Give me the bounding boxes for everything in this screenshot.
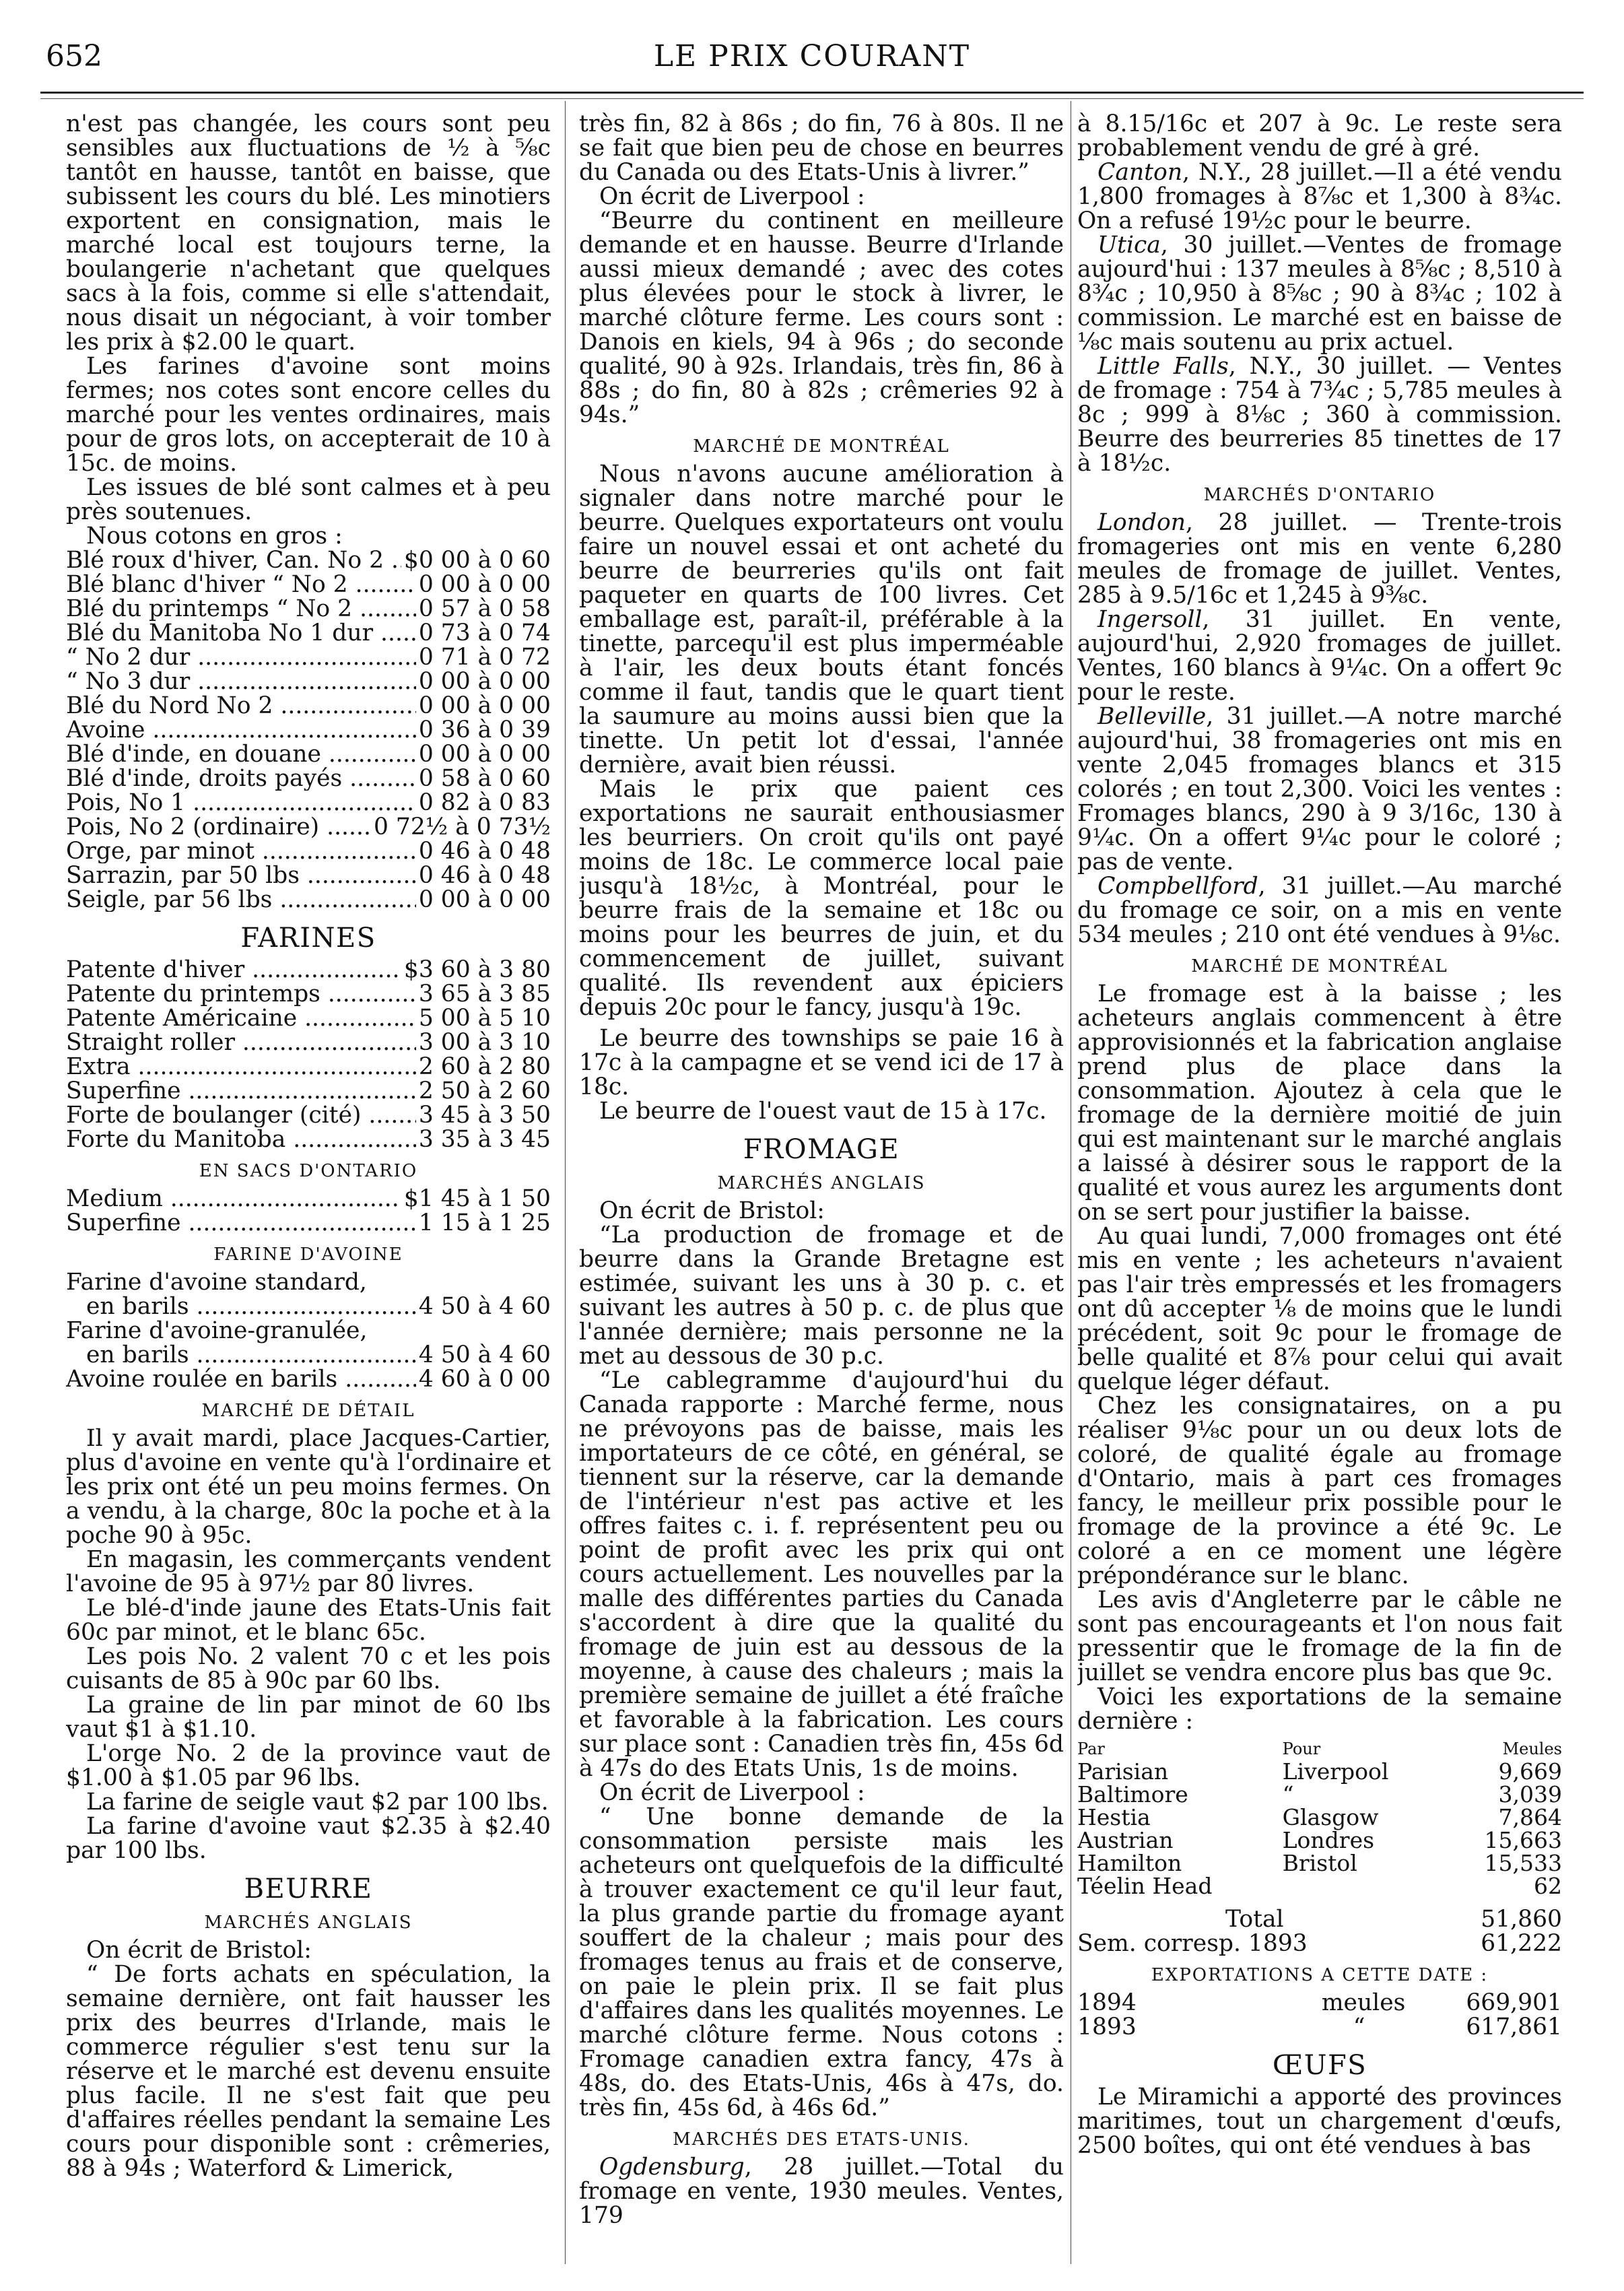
- price-item-value: 2 50 à 2 60: [418, 1077, 551, 1104]
- price-label: Farine d'avoine-granulée,: [66, 1317, 368, 1344]
- table-cell-meules: 15,663: [1484, 1827, 1562, 1853]
- price-item-name: Extra .....: [66, 1055, 416, 1079]
- paragraph: Le beurre de l'ouest vaut de 15 à 17c.: [599, 1098, 1047, 1125]
- price-item-name: “ No 2 dur .....: [66, 645, 416, 669]
- section-heading-beurre-anglais: MARCHÉS ANGLAIS: [204, 1913, 413, 1933]
- price-row: [66, 1055, 551, 1079]
- table-cell-pour: [1283, 1875, 1444, 1898]
- paragraph: Canton, N.Y., 28 juillet.—Il a été vendu 1,800 fromages à 8⅞c et 1,300 à 8¾c. On a refusé 19½c pour le beurre.: [1077, 159, 1562, 234]
- price-item-name: Blé d'inde, en douane .....: [66, 742, 416, 766]
- paragraph: Chez les consignataires, on a pu réaliser 9⅛c pour un ou deux lots de coloré, de qualité égale au fromage d'Ontario, mais à part ces fromages fancy, le meilleur prix possible pour le fromage de la province a été 9c. Le coloré a en ce moment une légère prépondérance sur le blanc.: [1077, 1393, 1562, 1589]
- price-item-name: Pois, No 2 (ordinaire) .....: [66, 815, 371, 839]
- price-row: [66, 694, 551, 718]
- paragraph: L'orge No. 2 de la province vaut de $1.00 à $1.05 par 96 lbs.: [66, 1740, 551, 1791]
- price-row: [66, 766, 551, 791]
- paragraph: La farine d'avoine vaut $2.35 à $2.40 par 100 lbs.: [66, 1813, 551, 1864]
- paragraph: “ De forts achats en spéculation, la semaine dernière, ont fait hausser les prix des beurres d'Irlande, mais le commerce régulier s'est tenu sur la réserve et le marché est devenu ensuite plus facile. Il ne s'est fait que peu d'affaires réelles pendant la semaine Les cours pour disponible sont : crêmeries, 88 à 94s ; Waterford & Limerick,: [66, 1961, 551, 2182]
- paragraph: Little Falls, N.Y., 30 juillet. — Ventes de fromage : 754 à 7¾c ; 5,785 meules à 8c ; 999 à 8⅛c ; 360 à commission. Beurre des beurreries 85 tinettes de 17 à 18½c.: [1077, 353, 1562, 477]
- price-item-value: 0 36 à 0 39: [418, 717, 551, 743]
- table-header-pour: Pour: [1282, 1739, 1321, 1758]
- total-row: Total 51,860: [1225, 1906, 1562, 1933]
- price-item-value: 0 00 à 0 00: [418, 886, 551, 913]
- table-row: [1077, 1875, 1562, 1898]
- table-cell-meules: 15,533: [1484, 1850, 1562, 1876]
- table-row: [1077, 1806, 1562, 1829]
- table-cell-par: Baltimore: [1077, 1781, 1188, 1807]
- paragraph: très fin, 82 à 86s ; do fin, 76 à 80s. Il ne se fait que bien peu de chose en beurres du Canada ou des Etats-Unis à livrer.”: [579, 112, 1064, 186]
- paragraph: “ Une bonne demande de la consommation persiste mais les acheteurs ont quelquefois de la difficulté à trouver exactement ce qu'il leur faut, la plus grande partie du fromage ayant souffert de la chaleur ; mais pour des fromages tenus au frais et de conserve, on paie le plein prix. Il se fait plus d'affaires dans les qualités moyennes. Le marché clôture ferme. Nous cotons : Fromage canadien extra fancy, 47s à 48s, do. des Etats-Unis, 46s à 47s, do. très fin, 45s 6d, à 46s 6d.”: [579, 1803, 1064, 2121]
- sacks-price-list: [66, 1187, 551, 1235]
- date-row-1894: 1894 meules 669,901: [1077, 1989, 1562, 2016]
- section-heading-montreal: MARCHÉ DE MONTRÉAL: [693, 436, 950, 457]
- section-heading-farines: FARINES: [240, 923, 376, 954]
- price-item-name: Blé du Nord No 2 .....: [66, 694, 416, 718]
- price-row: [66, 669, 551, 694]
- price-item-value: $3 60 à 3 80: [403, 956, 551, 983]
- exports-table: [1077, 1737, 1562, 1898]
- price-item-name: Medium .....: [66, 1187, 401, 1211]
- table-cell-pour: “: [1282, 1781, 1294, 1807]
- table-cell-meules: 9,669: [1498, 1758, 1562, 1785]
- paragraph: Le beurre des townships se paie 16 à 17c à la campagne et se vend ici de 17 à 18c.: [579, 1025, 1064, 1100]
- price-row: [66, 815, 551, 839]
- paragraph: Le fromage est à la baisse ; les acheteurs anglais commencent à être approvisionnés et la fabrication anglaise prend plus de place dans la consommation. Ajoutez à cela que le fromage de la dernière moitié de juin qui est maintenant sur le marché anglais a laissé à désirer sous le rapport de la qualité et vous aurez les arguments dont on se sert pour justifier la baisse.: [1077, 981, 1562, 1226]
- table-row: [1077, 1852, 1562, 1875]
- price-row: [66, 1187, 551, 1211]
- price-row: [66, 645, 551, 669]
- paragraph: Compbellford, 31 juillet.—Au marché du fromage ce soir, on a mis en vente 534 meules ; 210 ont été vendues à 9⅛c.: [1077, 873, 1562, 948]
- price-item-name: Seigle, par 56 lbs .....: [66, 888, 416, 912]
- section-heading-beurre: BEURRE: [244, 1873, 373, 1904]
- paragraph: Utica, 30 juillet.—Ventes de fromage aujourd'hui : 137 meules à 8⅝c ; 8,510 à 8¾c ; 10,950 à 8⅝c ; 90 à 8¾c ; 102 à commission. Le marché est en baisse de ⅛c mais soutenu au prix actuel.: [1077, 232, 1562, 356]
- price-item-name: Patente d'hiver .....: [66, 958, 401, 982]
- price-item-name: “ No 3 dur .....: [66, 669, 416, 694]
- paragraph: Voici les exportations de la semaine dernière :: [1077, 1684, 1562, 1735]
- price-row: [66, 621, 551, 645]
- paragraph: On écrit de Liverpool :: [599, 183, 865, 210]
- table-row: [1077, 1760, 1562, 1783]
- section-heading-fromage-anglais: MARCHÉS ANGLAIS: [717, 1173, 926, 1193]
- column-2: [579, 112, 1064, 2265]
- price-item-value: 0 82 à 0 83: [418, 789, 551, 816]
- price-item-name: Superfine .....: [66, 1211, 416, 1235]
- table-cell-meules: 7,864: [1498, 1804, 1562, 1830]
- paragraph: On écrit de Bristol:: [599, 1197, 825, 1224]
- price-item-value: 0 00 à 0 00: [418, 741, 551, 768]
- price-item-value: 0 00 à 0 00: [418, 571, 551, 598]
- section-heading-oeufs: ŒUFS: [1272, 2050, 1367, 2081]
- paragraph: n'est pas changée, les cours sont peu sensibles aux fluctuations de ½ à ⅝c tantôt en hausse, tantôt en baisse, que subissent les cours du blé. Les minotiers exportent en consignation, mais le marché local est toujours terne, la boulangerie n'achetant que quelques sacs à la fois, comme si elle s'attendait, nous disait un négociant, à voir tomber les prix à $2.00 le quart.: [66, 112, 551, 356]
- price-item-name: Forte de boulanger (cité) .....: [66, 1103, 416, 1127]
- price-item-value: 3 45 à 3 50: [418, 1102, 551, 1129]
- paragraph: à 8.15/16c et 207 à 9c. Le reste sera probablement vendu de gré à gré.: [1077, 112, 1562, 162]
- price-item-value: 0 58 à 0 60: [418, 765, 551, 792]
- table-cell-par: Téelin Head: [1077, 1873, 1213, 1899]
- price-row: [66, 1030, 551, 1055]
- section-heading-etats-unis: MARCHÉS DES ETATS-UNIS.: [673, 2129, 970, 2150]
- price-item-name: Avoine .....: [66, 718, 416, 742]
- paragraph: Ingersoll, 31 juillet. En vente, aujourd'hui, 2,920 fromages de juillet. Ventes, 160 blancs à 9¼c. On a offert 9c pour le reste.: [1077, 606, 1562, 706]
- table-cell-pour: Bristol: [1282, 1850, 1357, 1876]
- date-row-1893: 1893 “ 617,861: [1077, 2014, 1562, 2040]
- table-row: [1077, 1829, 1562, 1852]
- paragraph: Mais le prix que paient ces exportations ne saurait enthousiasmer les beurriers. On croit qu'ils ont payé moins de 18c. Le commerce local paie jusqu'à 18½c, à Montréal, pour le beurre frais de la semaine et 18c ou moins pour les beurres de juin, et du commencement de juillet, suivant qualité. Ils revendent aux épiciers depuis 20c pour le fancy, jusqu'à 19c.: [579, 776, 1064, 1021]
- price-item-value: 3 65 à 3 85: [418, 981, 551, 1007]
- price-row: [66, 958, 551, 982]
- column-1: [66, 112, 551, 2265]
- price-item-value: 3 00 à 3 10: [418, 1029, 551, 1056]
- paragraph: “Beurre du continent en meilleure demande et en hausse. Beurre d'Irlande aussi mieux demandé ; avec des cotes plus élevées pour le stock à livrer, le marché clôture ferme. Les cours sont : Danois en kiels, 94 à 96s ; do seconde qualité, 90 à 92s. Irlandais, très fin, 86 à 88s ; do fin, 80 à 82s ; crêmeries 92 à 94s.”: [579, 207, 1064, 428]
- price-item-name: Blé roux d'hiver, Can. No 2 .....: [66, 548, 401, 572]
- header-rule-thin: [40, 98, 1584, 99]
- paragraph: “La production de fromage et de beurre dans la Grande Bretagne est estimée, suivant les uns à 30 p. c. et suivant les autres à 50 p. c. de plus que l'année dernière; mais personne ne la met au dessous de 30 p.c.: [579, 1222, 1064, 1370]
- paragraph: Le Miramichi a apporté des provinces maritimes, tout un chargement d'œufs, 2500 boîtes, qui ont été vendues à bas: [1077, 2084, 1562, 2159]
- price-item-name: Forte du Manitoba .....: [66, 1127, 416, 1152]
- table-cell-pour: Liverpool: [1282, 1758, 1389, 1785]
- price-item-name: Superfine .....: [66, 1079, 416, 1103]
- section-heading-sacs: EN SACS D'ONTARIO: [199, 1161, 418, 1181]
- page-title: LE PRIX COURANT: [653, 39, 971, 73]
- paragraph: Il y avait mardi, place Jacques-Cartier, plus d'avoine en vente qu'à l'ordinaire et les prix ont été un peu moins fermes. On a vendu, à la charge, 80c la poche et à la poche 90 à 95c.: [66, 1425, 551, 1549]
- price-item-name: Sarrazin, par 50 lbs .....: [66, 863, 416, 888]
- section-heading-exportations: EXPORTATIONS A CETTE DATE :: [1151, 1965, 1489, 1985]
- price-item-name: Straight roller .....: [66, 1030, 416, 1055]
- price-row: [66, 1079, 551, 1103]
- paragraph: Nous n'avons aucune amélioration à signaler dans notre marché pour le beurre. Quelques exportateurs ont voulu faire un nouvel essai et ont acheté du beurre de beurreries qu'ils ont fait paqueter en quarts de 100 livres. Cet emballage est, paraît-il, préférable à la tinette, parcequ'il est plus imperméable à l'air, les deux bouts étant foncés comme il faut, tandis que le quart tient la saumure au moins aussi bien que la tinette. Un petit lot d'essai, l'année dernière, avait bien réussi.: [579, 461, 1064, 778]
- page-number: 652: [46, 39, 102, 73]
- paragraph: La graine de lin par minot de 60 lbs vaut $1 à $1.10.: [66, 1692, 551, 1743]
- price-item-value: 0 71 à 0 72: [418, 644, 551, 671]
- paragraph: “Le cablegramme d'aujourd'hui du Canada rapporte : Marché ferme, nous ne prévoyons pas de baisse, mais les importateurs de ce côté, en général, se tiennent sur la réserve, car la demande de l'intérieur n'est pas active et les offres faites c. i. f. représentent peu ou point de profit avec les prix qui ont cours actuellement. Les nouvelles par la malle des différentes parties du Canada s'accordent à dire que la qualité du fromage de juin est au dessous de la moyenne, à cause des chaleurs ; mais la première semaine de juillet a été fraîche et favorable à la fabrication. Les cours sur place sont : Canadien très fin, 45s 6d à 47s do des Etats Unis, 1s de moins.: [579, 1367, 1064, 1782]
- table-cell-par: Hamilton: [1077, 1850, 1182, 1876]
- price-item-value: 0 00 à 0 00: [418, 692, 551, 719]
- price-item-value: 0 46 à 0 48: [418, 862, 551, 889]
- price-row: [66, 982, 551, 1006]
- paragraph: Les issues de blé sont calmes et à peu près soutenues.: [66, 474, 551, 525]
- table-header-meules: Meules: [1502, 1739, 1562, 1758]
- section-heading-montreal-fromage: MARCHÉ DE MONTRÉAL: [1191, 956, 1448, 976]
- table-row: [1077, 1783, 1562, 1806]
- page-header: [40, 39, 1584, 86]
- price-item-name: Blé blanc d'hiver “ No 2 .....: [66, 572, 416, 597]
- price-item-value: 1 15 à 1 25: [418, 1209, 551, 1236]
- column-3: [1077, 112, 1562, 2265]
- paragraph: On écrit de Bristol:: [86, 1937, 312, 1964]
- price-item-value: 0 46 à 0 48: [418, 838, 551, 865]
- paragraph: Le blé-d'inde jaune des Etats-Unis fait 60c par minot, et le blanc 65c.: [66, 1595, 551, 1646]
- price-item-name: Patente Américaine .....: [66, 1006, 416, 1030]
- price-label: Farine d'avoine standard,: [66, 1269, 367, 1296]
- price-row: [66, 718, 551, 742]
- paragraph: Les avis d'Angleterre par le câble ne sont pas encourageants et l'on nous fait pressentir que le fromage de la fin de juillet se vendra encore plus bas que 9c.: [1077, 1587, 1562, 1686]
- table-cell-meules: 3,039: [1498, 1781, 1562, 1807]
- table-cell-pour: Londres: [1282, 1827, 1375, 1853]
- price-row: [66, 742, 551, 766]
- sem-corresp-row: Sem. corresp. 1893 61,222: [1077, 1930, 1562, 1957]
- paragraph: Ogdensburg, 28 juillet.—Total du fromage en vente, 1930 meules. Ventes, 179: [579, 2154, 1064, 2229]
- paragraph: La farine de seigle vaut $2 par 100 lbs.: [86, 1789, 549, 1816]
- price-row: en barils ..... 4 50 à 4 60: [66, 1294, 551, 1319]
- price-row: [66, 791, 551, 815]
- price-item-name: Blé du Manitoba No 1 dur .....: [66, 621, 416, 645]
- price-item-value: 3 35 à 3 45: [418, 1126, 551, 1153]
- price-item-value: 0 73 à 0 74: [418, 620, 551, 646]
- price-item-name: Orge, par minot .....: [66, 839, 416, 863]
- price-item-value: 0 72½ à 0 73½: [373, 814, 551, 840]
- table-cell-pour: Glasgow: [1282, 1804, 1379, 1830]
- paragraph: Les farines d'avoine sont moins fermes; nos cotes sont encore celles du marché pour les ventes ordinaires, mais pour de gros lots, on accepterait de 10 à 15c. de moins.: [66, 353, 551, 477]
- table-cell-par: Hestia: [1077, 1804, 1151, 1830]
- paragraph: En magasin, les commerçants vendent l'avoine de 95 à 97½ par 80 livres.: [66, 1546, 551, 1597]
- table-header-par: Par: [1077, 1739, 1105, 1758]
- price-item-value: 5 00 à 5 10: [418, 1005, 551, 1032]
- paragraph: Au quai lundi, 7,000 fromages ont été mis en vente ; les acheteurs n'avaient pas l'air très empressés et les fromagers ont dû accepter ⅛ de moins que le lundi précédent, soit 9c pour le fromage de belle qualité et 8⅞ pour celui qui avait quelque léger défaut.: [1077, 1223, 1562, 1395]
- price-row: [66, 1006, 551, 1030]
- price-item-value: 2 60 à 2 80: [418, 1053, 551, 1080]
- price-row: [66, 1103, 551, 1127]
- paragraph: Nous cotons en gros :: [86, 523, 343, 550]
- price-item-name: Pois, No 1 .....: [66, 791, 416, 815]
- grain-price-list: [66, 548, 551, 912]
- price-row: Avoine roulée en barils ..... 4 60 à 0 00: [66, 1367, 551, 1391]
- paragraph: London, 28 juillet. — Trente-trois fromageries ont mis en vente 6,280 meules de fromage de juillet. Ventes, 285 à 9.5/16c et 1,245 à 9⅜c.: [1077, 509, 1562, 609]
- price-row: [66, 839, 551, 863]
- detail-paragraphs: [66, 1426, 551, 1863]
- price-item-name: Blé du printemps “ No 2 .....: [66, 597, 416, 621]
- price-item-name: Blé d'inde, droits payés .....: [66, 766, 416, 791]
- section-heading-farine-avoine: FARINE D'AVOINE: [213, 1244, 403, 1265]
- section-heading-fromage: FROMAGE: [743, 1134, 900, 1165]
- price-row: [66, 548, 551, 572]
- price-item-value: $0 00 à 0 60: [403, 547, 551, 574]
- paragraph: On écrit de Liverpool :: [599, 1779, 865, 1806]
- paragraph: Les pois No. 2 valent 70 c et les pois cuisants de 85 à 90c par 60 lbs.: [66, 1643, 551, 1694]
- price-row: [66, 1127, 551, 1152]
- flour-price-list: [66, 958, 551, 1152]
- paragraph: Belleville, 31 juillet.—A notre marché aujourd'hui, 38 fromageries ont mis en vente 2,045 fromages blancs et 315 colorés ; en tout 2,300. Voici les ventes : Fromages blancs, 290 à 9 3/16c, 130 à 9¼c. On a offert 9¼c pour le coloré ; pas de vente.: [1077, 703, 1562, 875]
- price-row: [66, 597, 551, 621]
- price-row: [66, 1211, 551, 1235]
- price-row: en barils ..... 4 50 à 4 60: [66, 1343, 551, 1367]
- price-row: [66, 572, 551, 597]
- column-divider-1: [565, 101, 566, 2264]
- price-row: [66, 863, 551, 888]
- price-item-value: 0 00 à 0 00: [418, 668, 551, 695]
- header-rule: [40, 92, 1584, 94]
- table-cell-meules: 62: [1534, 1873, 1562, 1899]
- price-item-name: Patente du printemps .....: [66, 982, 416, 1006]
- section-heading-detail: MARCHÉ DE DÉTAIL: [201, 1401, 415, 1421]
- price-item-value: $1 45 à 1 50: [403, 1185, 551, 1212]
- price-item-value: 0 57 à 0 58: [418, 595, 551, 622]
- price-row: [66, 888, 551, 912]
- section-heading-ontario: MARCHÉS D'ONTARIO: [1203, 485, 1436, 505]
- table-cell-par: Austrian: [1077, 1827, 1174, 1853]
- table-cell-par: Parisian: [1077, 1758, 1169, 1785]
